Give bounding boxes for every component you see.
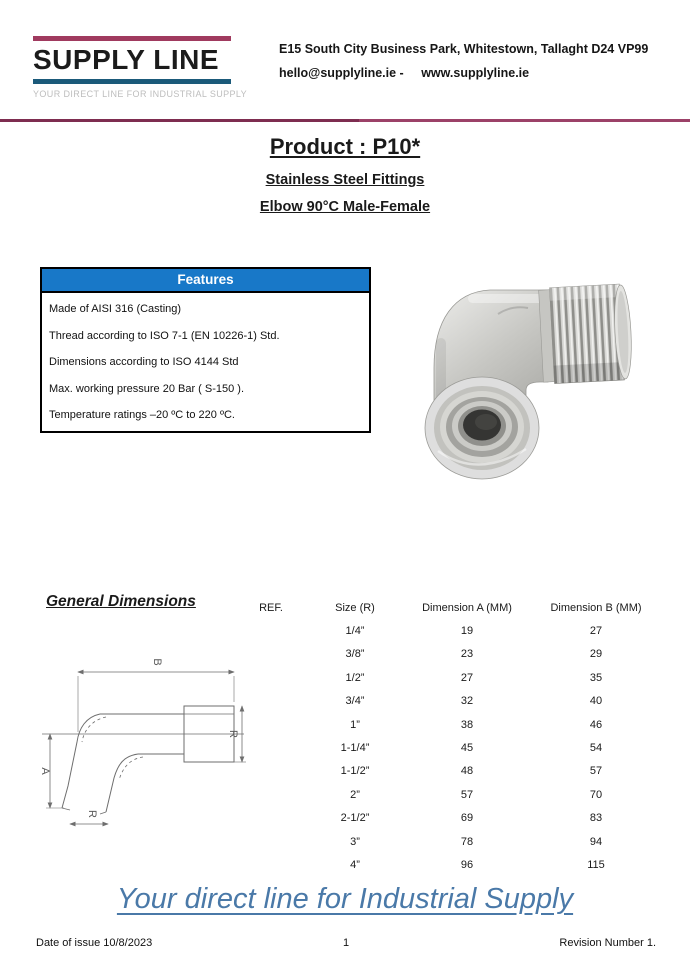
product-photo [398, 276, 646, 504]
table-row [240, 830, 666, 853]
features-header: Features [42, 269, 369, 293]
table-cell: 4” [350, 858, 360, 871]
table-cell: 69 [460, 812, 474, 825]
male-thread-end [539, 284, 634, 385]
table-row [240, 760, 666, 783]
table-row [240, 643, 666, 666]
table-cell: 46 [589, 718, 603, 731]
elbow-fitting-image [398, 276, 646, 504]
table-row [240, 853, 666, 876]
company-email: hello@supplyline.ie - [279, 66, 404, 80]
table-row [240, 666, 666, 689]
table-cell: 1/2” [345, 671, 365, 684]
revision-number: Revision Number 1. [559, 937, 656, 949]
table-cell: 3/8” [345, 648, 365, 661]
table-cell: 3” [350, 835, 360, 848]
table-cell: 23 [460, 648, 474, 661]
table-cell: 48 [460, 765, 474, 778]
column-header-ref: REF. [259, 601, 283, 614]
table-cell: 1/4” [345, 625, 365, 638]
table-cell: 115 [587, 858, 605, 871]
table-cell: 35 [589, 671, 603, 684]
table-cell: 1-1/2” [340, 765, 370, 778]
product-subtitle-material: Stainless Steel Fittings [265, 172, 425, 188]
page-number: 1 [342, 937, 350, 949]
contact-block [279, 42, 648, 90]
dim-label-b: B [151, 658, 163, 666]
table-cell: 45 [460, 742, 474, 755]
dimensions-table-body [240, 619, 666, 876]
female-thread-face [425, 377, 539, 479]
table-cell: 2” [350, 788, 360, 801]
table-cell: 57 [460, 788, 474, 801]
company-website: www.supplyline.ie [421, 66, 530, 80]
table-row [240, 713, 666, 736]
table-cell: 27 [589, 625, 603, 638]
features-box [40, 267, 371, 433]
dim-label-a: A [39, 767, 51, 775]
logo-tagline: YOUR DIRECT LINE FOR INDUSTRIAL SUPPLY [33, 88, 248, 99]
dimensions-table [240, 596, 666, 877]
footer-slogan: Your direct line for Industrial Supply [116, 883, 574, 915]
feature-item: Dimensions according to ISO 4144 Std [49, 356, 239, 368]
logo-name: SUPPLY LINE [33, 44, 220, 75]
table-cell: 78 [460, 835, 474, 848]
table-cell: 38 [460, 718, 474, 731]
table-cell: 3/4” [345, 695, 365, 708]
table-cell: 57 [589, 765, 603, 778]
table-cell: 70 [589, 788, 603, 801]
feature-item: Temperature ratings –20 ºC to 220 ºC. [49, 409, 235, 421]
table-cell: 19 [460, 625, 474, 638]
header-divider [0, 119, 690, 122]
logo-top-bar [33, 36, 231, 41]
table-cell: 32 [460, 695, 474, 708]
column-header-dim-a: Dimension A (MM) [422, 601, 512, 614]
table-row [240, 783, 666, 806]
table-row [240, 690, 666, 713]
feature-item: Thread according to ISO 7-1 (EN 10226-1) Std. [49, 329, 280, 342]
column-header-size: Size (R) [335, 601, 375, 614]
table-cell: 54 [589, 742, 603, 755]
table-cell: 83 [589, 812, 603, 825]
table-row [240, 736, 666, 759]
company-address: E15 South City Business Park, Whitestown, Tallaght D24 VP99 [279, 42, 649, 56]
table-cell: 1” [350, 718, 360, 731]
dim-label-r-right: R [227, 730, 239, 738]
table-row [240, 807, 666, 830]
product-subtitle-type: Elbow 90°C Male-Female [259, 199, 431, 215]
features-list [42, 293, 369, 421]
table-row [240, 619, 666, 642]
title-block [0, 134, 690, 226]
column-header-dim-b: Dimension B (MM) [550, 601, 642, 614]
company-logo [33, 36, 248, 99]
feature-item: Max. working pressure 20 Bar ( S-150 ). [49, 382, 245, 395]
product-title: Product : P10* [269, 134, 421, 159]
technical-drawing [34, 636, 252, 848]
table-header-row [240, 596, 666, 619]
table-cell: 96 [460, 858, 474, 871]
table-cell: 2-1/2” [340, 812, 370, 825]
dim-label-r-bottom: R [86, 810, 98, 818]
general-dimensions-heading: General Dimensions [46, 593, 196, 610]
table-cell: 27 [460, 671, 474, 684]
table-cell: 94 [589, 835, 603, 848]
table-cell: 40 [589, 695, 603, 708]
feature-item: Made of AISI 316 (Casting) [49, 303, 182, 315]
elbow-dimension-drawing [34, 636, 252, 848]
logo-bottom-bar [33, 79, 231, 84]
footer-line [36, 937, 656, 949]
date-of-issue: Date of issue 10/8/2023 [36, 937, 153, 949]
table-cell: 29 [589, 648, 603, 661]
table-cell: 1-1/4” [340, 742, 370, 755]
